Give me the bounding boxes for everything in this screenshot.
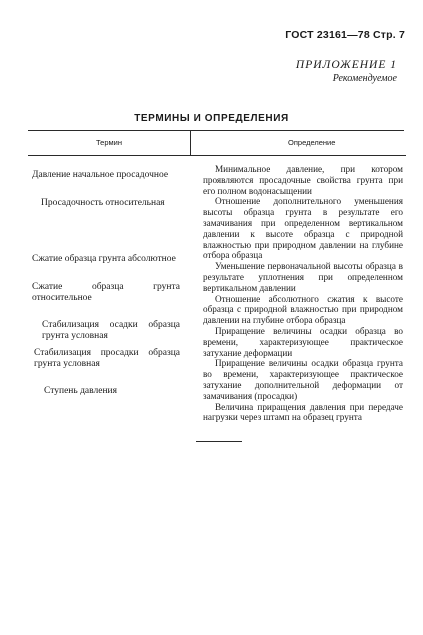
definitions-column <box>203 164 403 423</box>
term-item: Сжатие образца грунта относительное <box>32 282 180 303</box>
definition-item: Величина приращения давления при передаче нагрузки через штамп на образец грунта <box>203 401 403 423</box>
column-header-term: Термин <box>96 138 122 147</box>
definition-item: Минимальное давление, при котором проявляются просадочные свойства грунта при его полном водонасыщении <box>203 164 403 196</box>
appendix-title: ПРИЛОЖЕНИЕ 1 <box>295 59 397 71</box>
definition-item: Отношение абсолютного сжатия к высоте образца с природной влажностью при природном давлении на глубине отбора образца <box>203 293 403 326</box>
standard-page-header: ГОСТ 23161—78 Стр. 7 <box>285 29 405 41</box>
table-end-rule <box>196 441 242 442</box>
term-item: Стабилизация просадки образца грунта условная <box>34 348 180 369</box>
definition-item: Приращение величины осадки образца грунта во времени, характеризующее практическое затухание дополнительной деформации от замачивания (просадки) <box>203 358 403 401</box>
column-header-definition: Определение <box>288 138 336 147</box>
term-item: Просадочность относительная <box>41 198 165 208</box>
appendix-block <box>296 58 397 86</box>
definition-item: Приращение величины осадки образца во времени, характеризующее практическое затухание деформации <box>203 325 403 358</box>
term-item: Давление начальное просадочное <box>32 170 169 180</box>
section-title: ТЕРМИНЫ И ОПРЕДЕЛЕНИЯ <box>134 113 289 124</box>
term-item: Сжатие образца грунта абсолютное <box>32 254 176 264</box>
term-item: Ступень давления <box>44 386 117 396</box>
table-header-rule <box>28 155 406 156</box>
definition-item: Отношение дополнительного уменьшения высоты образца грунта в результате его замачивания при определенном вертикальном давлении к высоте образца с природной влажностью при природном давлении на глубине отбора образца <box>203 196 403 261</box>
term-item: Стабилизация осадки образца грунта условная <box>42 320 180 341</box>
table-top-rule <box>28 130 404 131</box>
definition-item: Уменьшение первоначальной высоты образца в результате уплотнения при определенном вертикальном давлении <box>203 261 403 293</box>
appendix-subtitle: Рекомендуемое <box>332 73 397 84</box>
table-column-divider <box>190 130 191 155</box>
